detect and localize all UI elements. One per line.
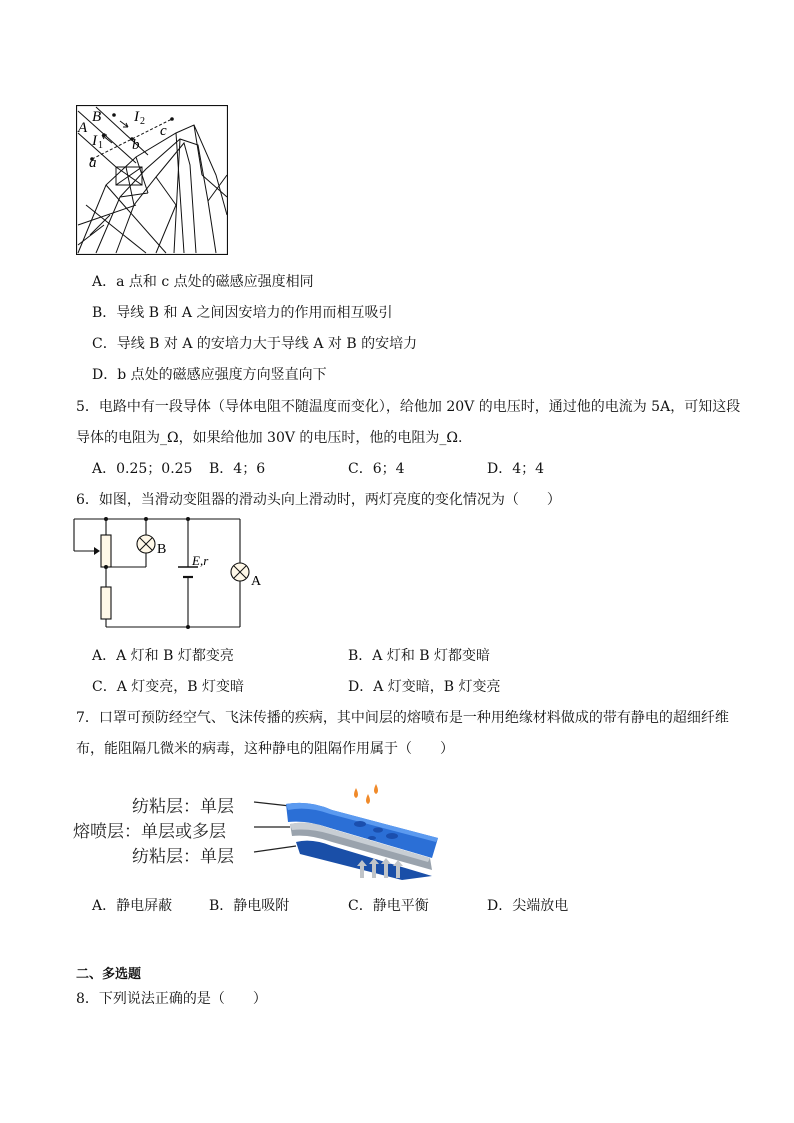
layer-label-bottom: 纺粘层：单层 <box>132 847 234 867</box>
label-I1-sub: 1 <box>98 140 103 151</box>
q5-stem-line2: 导体的电阻为_Ω，如果给他加 30V 的电压时，他的电阻为_Ω. <box>76 430 463 446</box>
label-I1: I <box>92 133 97 149</box>
q6-stem: 6．如图，当滑动变阻器的滑动头向上滑动时，两灯亮度的变化情况为（ ） <box>76 492 561 508</box>
lamp-b-label: B <box>157 542 167 557</box>
q5-stem-line1: 5．电路中有一段导体（导体电阻不随温度而变化），给他加 20V 的电压时，通过他的电流为 5A，可知这段 <box>76 399 741 415</box>
q7-option-d: D．尖端放电 <box>487 898 569 914</box>
q6-option-c: C．A 灯变亮，B 灯变暗 <box>92 679 245 695</box>
q7-stem-line2: 布，能阻隔几微米的病毒，这种静电的阻隔作用属于（ ） <box>76 741 454 757</box>
layer-label-middle: 熔喷层：单层或多层 <box>73 822 226 842</box>
q4-option-b: B．导线 B 和 A 之间因安培力的作用而相互吸引 <box>92 305 393 321</box>
label-I2-sub: 2 <box>140 116 145 127</box>
power-lines-figure <box>76 105 228 255</box>
q4-option-d: D．b 点处的磁感应强度方向竖直向下 <box>92 367 327 383</box>
label-a: a <box>89 155 97 171</box>
label-b: b <box>132 137 140 153</box>
label-c: c <box>160 123 167 139</box>
label-I2: I <box>134 109 139 125</box>
q5-option-b: B．4；6 <box>209 461 266 477</box>
q8-stem: 8．下列说法正确的是（ ） <box>76 991 267 1007</box>
source-label: E,r <box>192 553 209 568</box>
circuit-figure <box>70 515 270 631</box>
q7-option-c: C．静电平衡 <box>348 898 429 914</box>
label-B: B <box>92 109 102 125</box>
mask-layers-figure <box>252 780 442 880</box>
q4-option-c: C．导线 B 对 A 的安培力大于导线 A 对 B 的安培力 <box>92 336 418 352</box>
q4-option-a: A．a 点和 c 点处的磁感应强度相同 <box>92 274 314 290</box>
q7-option-b: B．静电吸附 <box>209 898 290 914</box>
q6-option-b: B．A 灯和 B 灯都变暗 <box>348 648 491 664</box>
q6-option-a: A．A 灯和 B 灯都变亮 <box>92 648 234 664</box>
q5-option-d: D．4；4 <box>487 461 545 477</box>
q5-option-c: C．6；4 <box>348 461 405 477</box>
lamp-a-label: A <box>251 574 262 589</box>
q7-stem-line1: 7．口罩可预防经空气、飞沫传播的疾病，其中间层的熔喷布是一种用绝缘材料做成的带有静电的超细纤维 <box>76 710 729 726</box>
q5-option-a: A．0.25；0.25 <box>92 461 193 477</box>
layer-label-top: 纺粘层：单层 <box>132 797 234 817</box>
q7-option-a: A．静电屏蔽 <box>92 898 173 914</box>
label-A: A <box>78 120 88 136</box>
q6-option-d: D．A 灯变暗，B 灯变亮 <box>348 679 501 695</box>
section-title: 二、多选题 <box>76 967 142 982</box>
